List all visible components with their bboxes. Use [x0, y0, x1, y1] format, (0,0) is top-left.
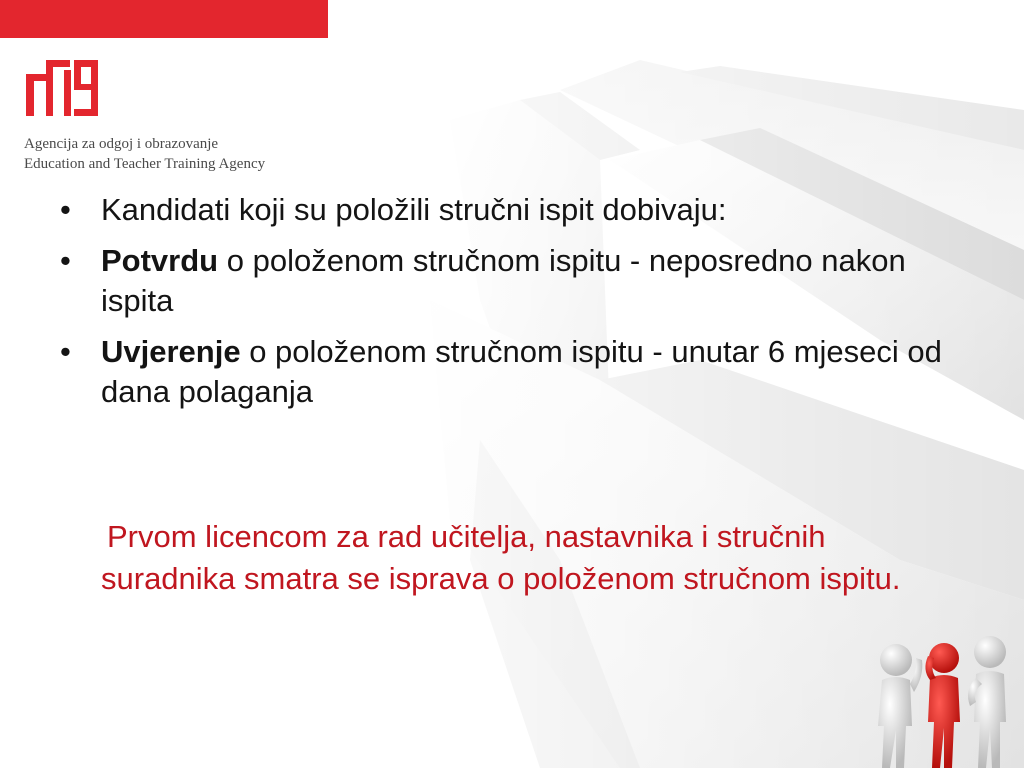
three-people-figures-icon [866, 630, 1024, 768]
bullet-list [60, 190, 960, 423]
bullet-item [60, 332, 960, 412]
agency-name-english: Education and Teacher Training Agency [24, 156, 266, 172]
bullet-item [60, 241, 960, 321]
agency-name-croatian: Agencija za odgoj i obrazovanje [24, 136, 219, 152]
bullet-text: o položenom stručnom ispitu - unutar 6 mjeseci od dana polaganja [101, 334, 942, 409]
licence-note: Prvom licencom za rad učitelja, nastavnika i stručnih suradnika smatra se isprava o položenom stručnom ispitu. [101, 519, 901, 596]
bullet-text: Kandidati koji su položili stručni ispit dobivaju: [101, 192, 727, 227]
bullet-bold-term: Uvjerenje [101, 334, 241, 369]
top-accent-bar [0, 0, 328, 38]
bullet-dot: • [60, 334, 71, 369]
bullet-bold-term: Potvrdu [101, 243, 219, 278]
ettaa-logo-icon [24, 60, 100, 116]
bullet-dot: • [60, 243, 71, 278]
bullet-text: o položenom stručnom ispitu - neposredno nakon ispita [101, 243, 906, 318]
agency-name [24, 134, 265, 174]
bullet-dot: • [60, 192, 71, 227]
bullet-item [60, 190, 960, 230]
